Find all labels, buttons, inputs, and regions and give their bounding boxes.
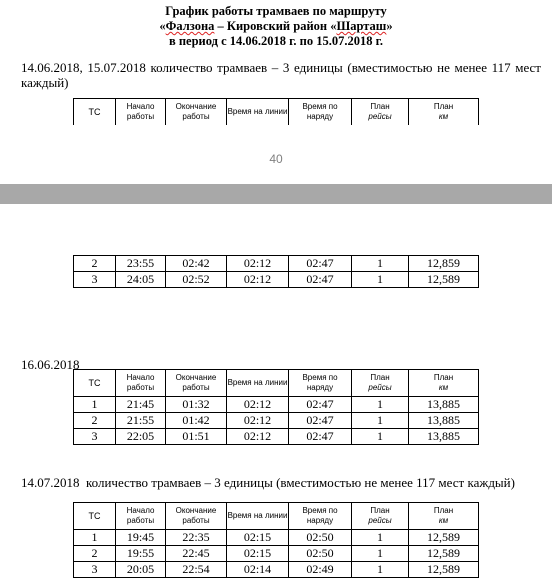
table-row [74,429,479,445]
section3-caption: 14.07.2018 количество трамваев – 3 единицы (вместимостью не менее 117 мест каждый) [21,475,515,490]
table-row [74,562,479,578]
cell-order-time: 02:50 [289,546,352,562]
header-start: Начало работы [116,503,166,530]
cell-order-time: 02:47 [289,256,352,272]
cell-line-time: 02:12 [227,256,289,272]
header-line-time: Время на линии [227,370,289,397]
cell-line-time: 02:15 [227,530,289,546]
cell-start: 22:05 [116,429,166,445]
cell-start: 24:05 [116,272,166,288]
cell-end: 22:35 [166,530,227,546]
cell-line-time: 02:12 [227,272,289,288]
table-header-row [74,503,479,530]
header-start: Начало работы [116,370,166,397]
cell-ts: 3 [74,272,116,288]
cell-order-time: 02:49 [289,562,352,578]
cell-order-time: 02:50 [289,530,352,546]
table-row [74,530,479,546]
cell-end: 01:32 [166,397,227,413]
title-route-mid: – Кировский район « [214,19,337,33]
cell-plan-km: 13,885 [409,429,479,445]
cell-plan-trips: 1 [352,256,409,272]
section1-caption: 14.06.2018, 15.07.2018 количество трамваев – 3 единицы (вместимостью не менее 117 мест каждый) [21,60,541,90]
cell-start: 23:55 [116,256,166,272]
cell-ts: 3 [74,429,116,445]
cell-plan-trips: 1 [352,272,409,288]
header-ts: ТС [74,503,116,530]
cell-end: 22:54 [166,562,227,578]
header-ts: ТС [74,370,116,397]
cell-end: 01:51 [166,429,227,445]
section1-table-header [73,98,479,125]
title-quote-close: » [386,19,393,33]
header-plan-trips: План рейсы [352,99,409,126]
header-end: Окончание работы [166,370,227,397]
section1-table-continued [73,255,479,288]
cell-plan-km: 12,589 [409,546,479,562]
document-page-2 [0,204,552,582]
table-row [74,413,479,429]
title-line-2 [0,19,552,34]
header-line-time: Время на линии [227,503,289,530]
document-page-1 [0,0,552,184]
cell-line-time: 02:14 [227,562,289,578]
cell-order-time: 02:47 [289,272,352,288]
cell-line-time: 02:12 [227,413,289,429]
cell-start: 19:55 [116,546,166,562]
cell-line-time: 02:15 [227,546,289,562]
cell-plan-km: 13,885 [409,397,479,413]
cell-ts: 2 [74,546,116,562]
table-row [74,397,479,413]
title-quote-open: « [159,19,166,33]
header-order-time: Время по наряду [289,99,352,126]
cell-ts: 2 [74,256,116,272]
table-row [74,256,479,272]
table-header-row [74,370,479,397]
page-gap [0,184,552,204]
table-row [74,546,479,562]
cell-start: 21:45 [116,397,166,413]
cell-plan-trips: 1 [352,562,409,578]
table-header-row [74,99,479,126]
cell-plan-km: 12,589 [409,272,479,288]
cell-plan-km: 13,885 [409,413,479,429]
cell-end: 01:42 [166,413,227,429]
title-route-end: Шарташ [336,19,387,33]
cell-plan-km: 12,589 [409,530,479,546]
cell-order-time: 02:47 [289,413,352,429]
cell-plan-trips: 1 [352,546,409,562]
document-title [0,4,552,49]
page-number: 40 [269,152,283,166]
header-plan-km: План км [409,370,479,397]
cell-plan-km: 12,589 [409,562,479,578]
header-end: Окончание работы [166,99,227,126]
header-ts: ТС [74,99,116,126]
cell-line-time: 02:12 [227,397,289,413]
cell-order-time: 02:47 [289,429,352,445]
header-end: Окончание работы [166,503,227,530]
cell-plan-trips: 1 [352,429,409,445]
header-plan-trips: План рейсы [352,503,409,530]
title-route-start: Фалзона [165,19,215,33]
cell-ts: 1 [74,530,116,546]
cell-ts: 3 [74,562,116,578]
section2-table [73,369,479,445]
cell-end: 02:42 [166,256,227,272]
cell-plan-trips: 1 [352,413,409,429]
cell-start: 21:55 [116,413,166,429]
title-line-3: в период с 14.06.2018 г. по 15.07.2018 г. [168,34,384,48]
header-order-time: Время по наряду [289,370,352,397]
header-plan-km: План км [409,503,479,530]
cell-end: 22:45 [166,546,227,562]
header-plan-km: План км [409,99,479,126]
cell-order-time: 02:47 [289,397,352,413]
header-order-time: Время по наряду [289,503,352,530]
cell-plan-trips: 1 [352,530,409,546]
cell-plan-trips: 1 [352,397,409,413]
cell-start: 19:45 [116,530,166,546]
cell-end: 02:52 [166,272,227,288]
header-line-time: Время на линии [227,99,289,126]
cell-line-time: 02:12 [227,429,289,445]
cell-ts: 2 [74,413,116,429]
cell-plan-km: 12,859 [409,256,479,272]
section2-caption: 16.06.2018 [21,357,80,372]
title-line-1: График работы трамваев по маршруту [165,4,387,18]
cell-start: 20:05 [116,562,166,578]
header-start: Начало работы [116,99,166,126]
header-plan-trips: План рейсы [352,370,409,397]
cell-ts: 1 [74,397,116,413]
section3-table [73,502,479,578]
table-row [74,272,479,288]
